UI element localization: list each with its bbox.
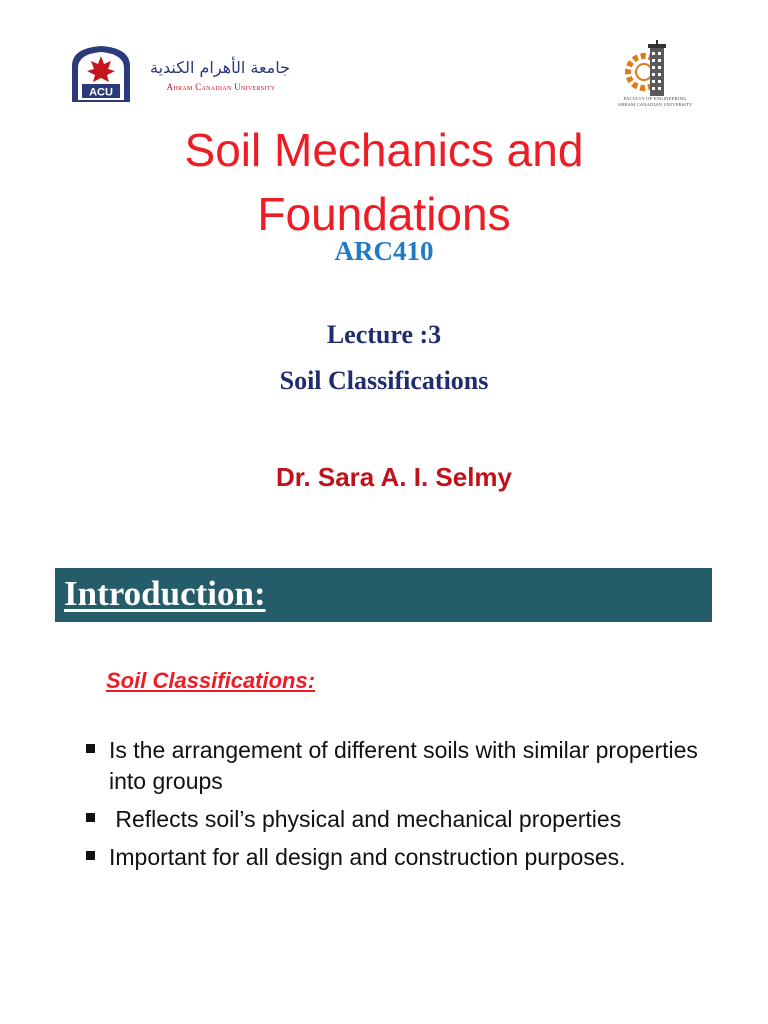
- acu-shield-text: ACU: [89, 86, 113, 99]
- author-name: Dr. Sara A. I. Selmy: [275, 462, 513, 492]
- square-bullet-icon: [86, 851, 95, 860]
- university-arabic-name: جامعة الأهرام الكندية: [149, 58, 291, 77]
- bullet-text: Reflects soil’s physical and mechanical properties: [109, 806, 622, 832]
- university-logo: [70, 44, 300, 104]
- faculty-caption-line2: AHRAM CANADIAN UNIVERSITY: [617, 101, 693, 107]
- slide-title: Soil Mechanics and Foundations: [184, 124, 584, 240]
- bullet-text: Important for all design and construction purposes.: [109, 844, 626, 870]
- lecture-number: Lecture :3: [326, 320, 442, 349]
- bullet-item: [84, 804, 704, 835]
- section-subheading: Soil Classifications:: [106, 668, 316, 693]
- faculty-caption: [612, 96, 698, 107]
- section-banner: [55, 568, 712, 622]
- faculty-caption-line1: FACULTY OF ENGINEERING: [623, 96, 687, 101]
- section-banner-title: Introduction:: [64, 574, 266, 613]
- acu-shield-icon: [70, 44, 132, 104]
- bullet-text: Is the arrangement of different soils with similar properties into groups: [109, 737, 698, 794]
- course-code: ARC410: [334, 236, 434, 266]
- bullet-list: [84, 735, 704, 880]
- lecture-topic: Soil Classifications: [279, 366, 489, 395]
- bullet-item: [84, 735, 704, 797]
- university-english-name: Ahram Canadian University: [166, 82, 276, 92]
- bullet-item: [84, 842, 704, 873]
- square-bullet-icon: [86, 744, 95, 753]
- square-bullet-icon: [86, 813, 95, 822]
- faculty-logo-icon: [622, 40, 686, 120]
